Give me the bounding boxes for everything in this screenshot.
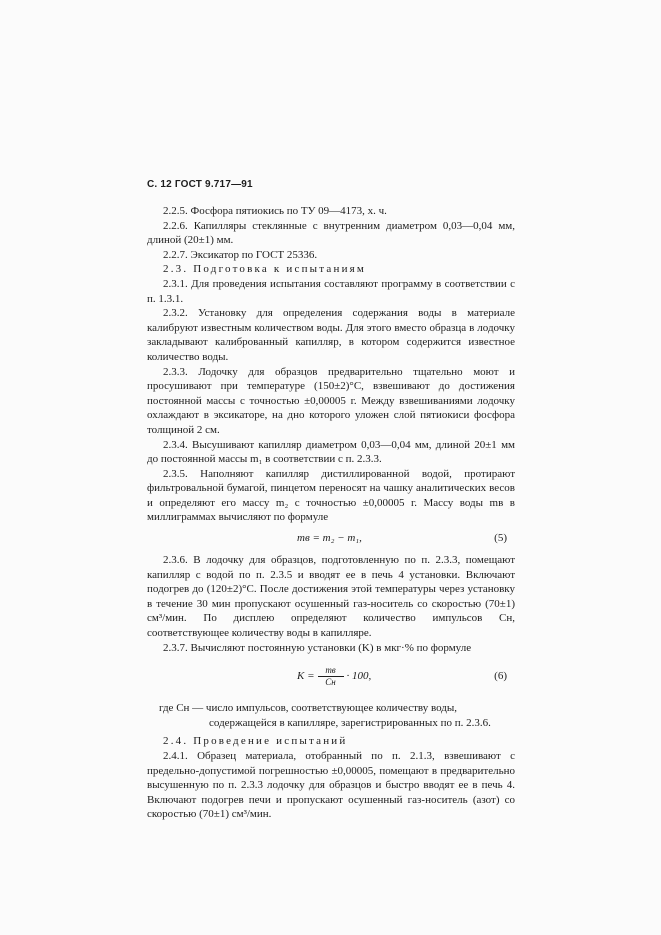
formula-6-lhs: K = xyxy=(297,669,315,682)
document-body xyxy=(147,204,515,822)
paragraph-2-2-5: 2.2.5. Фосфора пятиокись по ТУ 09—4173, х. ч. xyxy=(163,205,387,217)
section-heading-2-3: 2.3. Подготовка к испытаниям xyxy=(163,263,367,276)
formula-5 xyxy=(147,530,515,546)
paragraph-2-3-1: 2.3.1. Для проведения испытания составляют программу в соответствии с п. 1.3.1. xyxy=(147,277,515,305)
formula-5-expression: mв = m₂ − m₁, xyxy=(297,531,362,544)
formula-6-expression xyxy=(147,665,371,688)
page-header: С. 12 ГОСТ 9.717—91 xyxy=(147,179,253,190)
paragraph-2-2-7: 2.2.7. Эксикатор по ГОСТ 25336. xyxy=(163,248,318,261)
formula-5-number: (5) xyxy=(494,531,507,544)
paragraph-2-3-3: 2.3.3. Лодочку для образцов предварительно тщательно моют и просушивают при температуре (150±2)°С, взвешивают до достижения постоянной массы с точностью ±0,00005 г. Между взвешиваниями лодочку охлаждают в эксикаторе, на дно которого уложен слой пятиокиси фосфора толщиной 2 см. xyxy=(147,365,515,436)
legend-line-2: содержащейся в капилляре, зарегистрированных по п. 2.3.6. xyxy=(209,716,491,729)
paragraph-2-3-6: 2.3.6. В лодочку для образцов, подготовленную по п. 2.3.3, помещают капилляр с водой по п. 2.3.5 и вводят ее в печь 4 установки. Включают подогрев до (120±2)°С. После достижения этой температуры через установку в течение 30 мин пропускают осушенный газ-носитель со скоростью (70±1) см³/мин. По дисплею определяют количество импульсов Cн, соответствующее количеству воды в капилляре. xyxy=(147,554,515,640)
formula-6-fraction xyxy=(318,665,344,688)
paragraph-2-3-5: 2.3.5. Наполняют капилляр дистиллированной водой, протирают фильтровальной бумагой, пинцетом переносят на чашку аналитических весов и определяют его массу m₂ с точностью ±0,00005 г. Массу воды mв в миллиграммах вычисляют по формуле xyxy=(147,467,515,524)
formula-6-rhs: · 100, xyxy=(346,669,372,682)
formula-6 xyxy=(147,659,515,693)
formula-6-numerator: mв xyxy=(325,664,336,675)
formula-6-denominator: Cн xyxy=(325,676,336,687)
legend-line-1: где Cн — число импульсов, соответствующее количеству воды, xyxy=(159,702,457,715)
formula-legend xyxy=(159,701,515,730)
paragraph-2-3-2: 2.3.2. Установку для определения содержания воды в материале калибруют известным количеством воды. Для этого вместо образца в лодочку закладывают калиброванный капилляр, в котором содержится известное количество воды. xyxy=(147,307,515,363)
section-heading-2-4: 2.4. Проведение испытаний xyxy=(163,735,348,748)
paragraph-2-2-6: 2.2.6. Капилляры стеклянные с внутренним диаметром 0,03—0,04 мм, длиной (20±1) мм. xyxy=(147,219,515,247)
paragraph-2-4-1: 2.4.1. Образец материала, отобранный по п. 2.1.3, взвешивают с предельно-допустимой погрешностью ±0,00005, помещают в предварительно высушенную по п. 2.3.3 лодочку для образцов и быстро вводят ее в печь 4. Включают подогрев печи и пропускают осушенный газ-носитель (азот) со скоростью (70±1) см³/мин. xyxy=(147,750,515,821)
paragraph-2-3-4: 2.3.4. Высушивают капилляр диаметром 0,03—0,04 мм, длиной 20±1 мм до постоянной массы m₁ в соответствии с п. 2.3.3. xyxy=(147,438,515,466)
paragraph-2-3-7: 2.3.7. Вычисляют постоянную установки (K) в мкг·% по формуле xyxy=(163,641,472,654)
formula-6-number: (6) xyxy=(494,669,507,682)
